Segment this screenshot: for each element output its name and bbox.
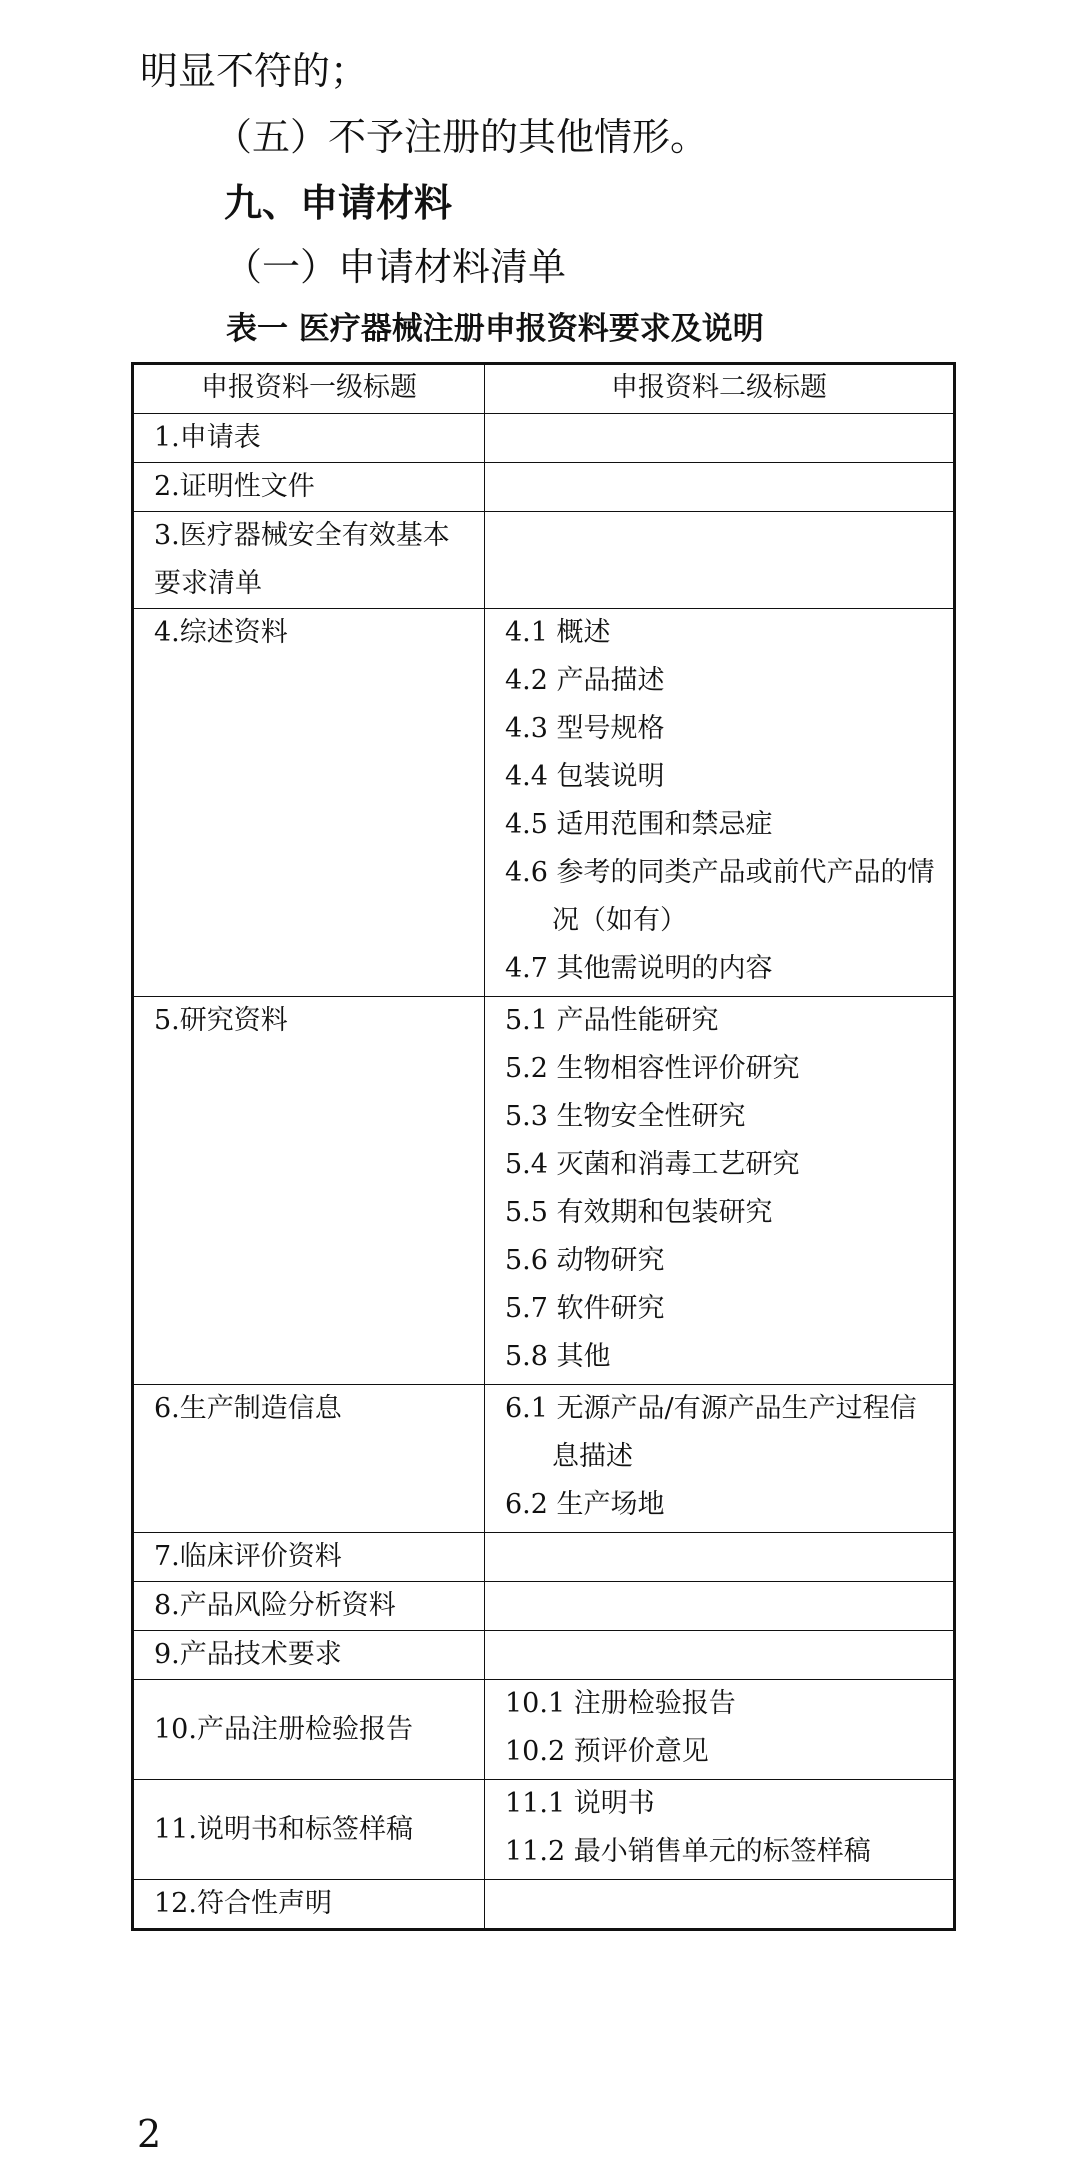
table-row [133,463,955,512]
primary-title-cell [133,1385,485,1533]
secondary-titles-cell [485,1533,955,1582]
table-header-row [133,364,955,414]
table-row [133,1680,955,1780]
primary-title: 4.综述资料 [154,617,288,648]
secondary-titles-cell [485,997,955,1385]
primary-title: 7.临床评价资料 [154,1541,342,1572]
section-heading: 九、申请材料 [224,181,453,225]
secondary-title-item: 10.1 注册检验报告 [505,1688,736,1719]
secondary-titles-cell [485,1631,955,1680]
table-row [133,1385,955,1533]
secondary-title-item: 5.5 有效期和包装研究 [505,1197,773,1228]
secondary-titles-cell [485,1680,955,1780]
secondary-title-item: 5.6 动物研究 [505,1245,665,1276]
primary-title: 10.产品注册检验报告 [154,1713,413,1745]
table-row [133,1880,955,1930]
secondary-titles-cell [485,1385,955,1533]
table-row [133,1780,955,1880]
primary-title-cell [133,512,485,609]
primary-title: 12.符合性声明 [154,1888,332,1919]
secondary-title-item: 4.3 型号规格 [505,713,665,744]
requirements-table [131,362,956,1931]
secondary-title-item: 6.1 无源产品/有源产品生产过程信息描述 [505,1393,917,1472]
table-row [133,609,955,997]
secondary-titles-cell [485,609,955,997]
secondary-title-item: 4.2 产品描述 [505,665,665,696]
primary-title-cell [133,1582,485,1631]
primary-title-cell [133,1631,485,1680]
primary-title-cell [133,1880,485,1930]
primary-title-cell [133,463,485,512]
secondary-title-item: 10.2 预评价意见 [505,1736,709,1767]
secondary-title-item: 11.2 最小销售单元的标签样稿 [505,1836,871,1867]
primary-title: 2.证明性文件 [154,471,315,502]
secondary-titles-cell [485,1780,955,1880]
primary-title: 1.申请表 [154,422,261,453]
primary-title-cell [133,997,485,1385]
secondary-titles-cell [485,1880,955,1930]
body-text-line: 明显不符的； [140,49,369,93]
table-row [133,414,955,463]
primary-title: 5.研究资料 [154,1005,288,1036]
primary-title: 3.医疗器械安全有效基本要求清单 [154,520,450,599]
secondary-title-item: 4.1 概述 [505,617,611,648]
secondary-title-item: 5.2 生物相容性评价研究 [505,1053,800,1084]
secondary-title-item: 5.4 灭菌和消毒工艺研究 [505,1149,800,1180]
body-text-line: （五）不予注册的其他情形。 [214,115,709,159]
primary-title-cell [133,1680,485,1780]
primary-title: 11.说明书和标签样稿 [154,1813,413,1845]
primary-title: 8.产品风险分析资料 [154,1590,396,1621]
primary-title: 9.产品技术要求 [154,1639,342,1670]
secondary-title-item: 4.4 包装说明 [505,761,665,792]
secondary-titles-cell [485,463,955,512]
primary-title-cell [133,1533,485,1582]
secondary-title-item: 5.8 其他 [505,1341,611,1372]
table-caption: 表一 医疗器械注册申报资料要求及说明 [226,311,764,347]
table-row [133,1631,955,1680]
primary-title-cell [133,1780,485,1880]
secondary-title-item: 5.7 软件研究 [505,1293,665,1324]
secondary-titles-cell [485,1582,955,1631]
table-row [133,512,955,609]
secondary-title-item: 5.3 生物安全性研究 [505,1101,746,1132]
primary-title-cell [133,609,485,997]
primary-title-cell [133,414,485,463]
subsection-heading: （一）申请材料清单 [224,245,567,289]
secondary-title-item: 4.5 适用范围和禁忌症 [505,809,773,840]
secondary-title-item: 11.1 说明书 [505,1788,655,1819]
table-body [133,414,955,1930]
secondary-title-item: 4.7 其他需说明的内容 [505,953,773,984]
column-header: 申报资料二级标题 [485,364,955,414]
column-header: 申报资料一级标题 [133,364,485,414]
primary-title: 6.生产制造信息 [154,1393,342,1424]
table-row [133,1533,955,1582]
page-number: 2 [137,2112,162,2156]
secondary-title-item: 5.1 产品性能研究 [505,1005,719,1036]
secondary-title-item: 4.6 参考的同类产品或前代产品的情况（如有） [505,857,935,936]
secondary-title-item: 6.2 生产场地 [505,1489,665,1520]
table-row [133,997,955,1385]
table-row [133,1582,955,1631]
secondary-titles-cell [485,512,955,609]
secondary-titles-cell [485,414,955,463]
